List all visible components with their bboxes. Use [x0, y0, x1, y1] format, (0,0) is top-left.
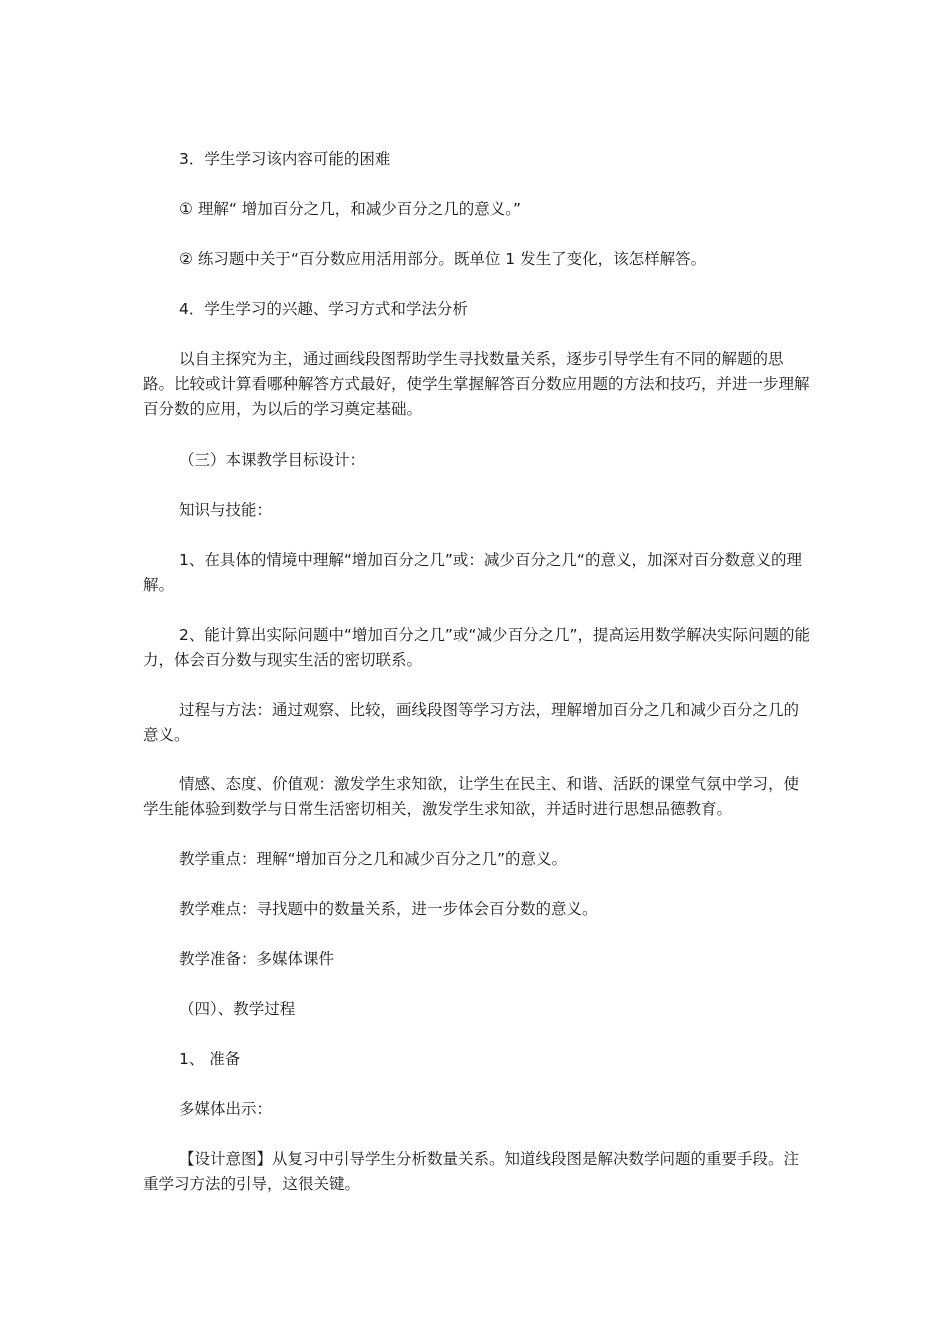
- paragraph-process-method: 过程与方法：通过观察、比较，画线段图等学习方法，理解增加百分之几和减少百分之几的意义。: [143, 701, 800, 744]
- paragraph-design-intent: 【设计意图】从复习中引导学生分析数量关系。知道线段图是解决数学问题的重要手段。注重学习方法的引导，这很关键。: [143, 1150, 800, 1193]
- paragraph-learning-method: 以自主探究为主，通过画线段图帮助学生寻找数量关系，逐步引导学生有不同的解题的思路。比较或计算看哪种解答方式最好，使学生掌握解答百分数应用题的方法和技巧，并进一步理解百分数的应用，为以后的学习奠定基础。: [143, 350, 810, 418]
- paragraph-teaching-preparation: 教学准备：多媒体课件: [179, 950, 335, 968]
- paragraph-emotion-attitude: 情感、态度、价值观：激发学生求知欲，让学生在民主、和谐、活跃的课堂气氛中学习，使学生能体验到数学与日常生活密切相关，激发学生求知欲，并适时进行思想品德教育。: [143, 775, 800, 818]
- heading-learning-difficulties: 3．学生学习该内容可能的困难: [179, 150, 391, 168]
- heading-learning-interest: 4．学生学习的兴趣、学习方式和学法分析: [179, 300, 468, 318]
- paragraph-teaching-focus: 教学重点：理解“增加百分之几和减少百分之几”的意义。: [179, 850, 568, 868]
- paragraph-multimedia-show: 多媒体出示：: [179, 1100, 273, 1118]
- goal-item-2: 2、能计算出实际问题中“增加百分之几”或“减少百分之几”，提高运用数学解决实际问题的能力，体会百分数与现实生活的密切联系。: [143, 626, 810, 669]
- difficulty-item-1: ① 理解“ 增加百分之几，和减少百分之几的意义。”: [179, 200, 522, 218]
- heading-teaching-goals: （三）本课教学目标设计：: [179, 451, 366, 469]
- difficulty-item-2: ② 练习题中关于“百分数应用活用部分。既单位 1 发生了变化，该怎样解答。: [179, 250, 707, 268]
- heading-knowledge-skills: 知识与技能：: [179, 501, 273, 519]
- paragraph-teaching-difficulty: 教学难点：寻找题中的数量关系，进一步体会百分数的意义。: [179, 900, 598, 918]
- heading-teaching-process: （四）、教学过程: [179, 1000, 296, 1018]
- heading-preparation-step: 1、 准备: [179, 1050, 241, 1068]
- goal-item-1: 1、在具体的情境中理解“增加百分之几”或：减少百分之几“的意义，加深对百分数意义的理解。: [143, 551, 802, 594]
